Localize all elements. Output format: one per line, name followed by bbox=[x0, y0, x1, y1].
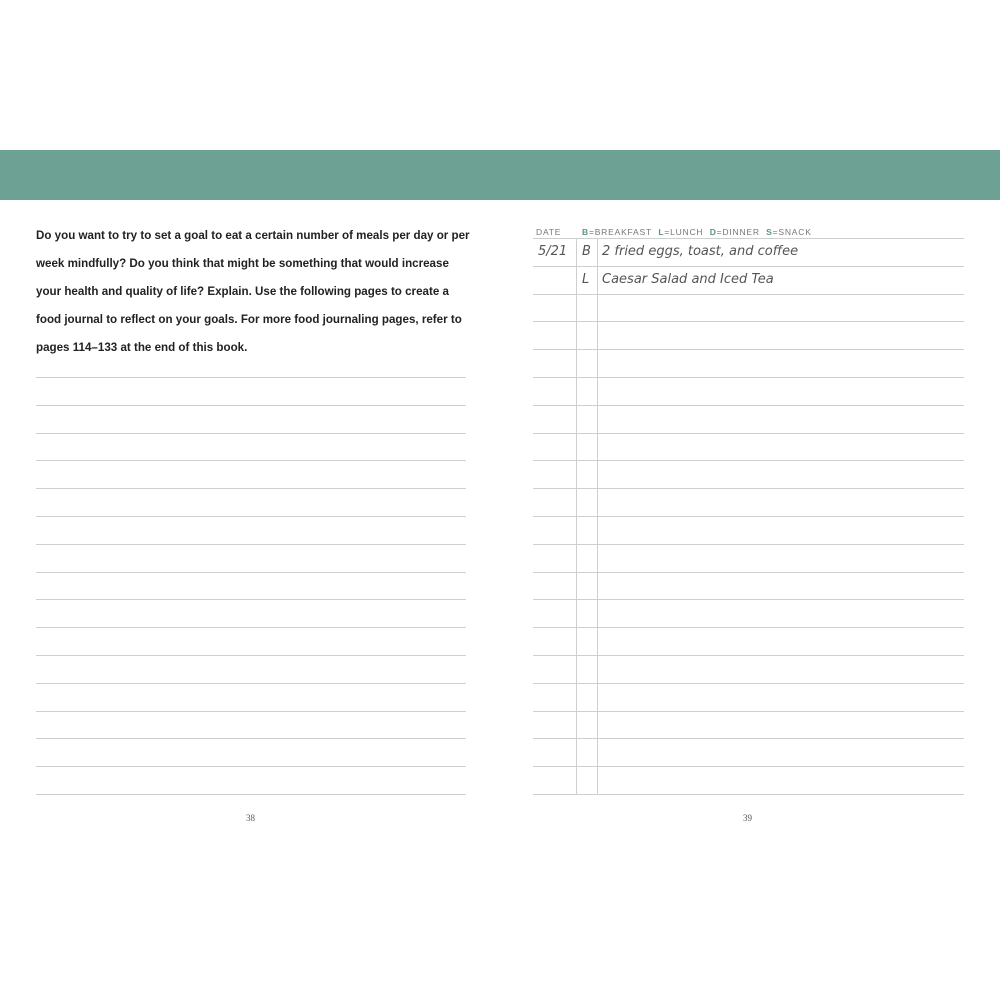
writing-line bbox=[36, 599, 466, 600]
date-column-header: DATE bbox=[536, 227, 562, 237]
legend-breakfast: B=BREAKFAST bbox=[582, 227, 652, 237]
writing-line bbox=[36, 433, 466, 434]
page-number-left: 38 bbox=[246, 813, 255, 823]
header-band bbox=[0, 150, 1000, 200]
entry-date: 5/21 bbox=[538, 244, 568, 259]
legend-dinner: D=DINNER bbox=[709, 227, 760, 237]
writing-line bbox=[36, 460, 466, 461]
entry-food: Caesar Salad and Iced Tea bbox=[602, 272, 774, 287]
writing-line bbox=[36, 766, 466, 767]
page-number-right: 39 bbox=[743, 813, 752, 823]
table-row-line bbox=[533, 794, 964, 795]
writing-line bbox=[36, 488, 466, 489]
meal-column-divider bbox=[597, 238, 598, 794]
legend-lunch: L=LUNCH bbox=[658, 227, 704, 237]
entry-food: 2 fried eggs, toast, and coffee bbox=[602, 244, 799, 259]
journal-prompt: Do you want to try to set a goal to eat a certain number of meals per day or per week mindfully? Do you think that might be something that would increase your health and quality of life? Explain. Use the following pages to create a food journal to reflect on your goals. For more food journaling pages, refer to pages 114–133 at the end of this book. bbox=[36, 229, 470, 354]
writing-line bbox=[36, 516, 466, 517]
entry-meal: L bbox=[582, 272, 590, 287]
entry-meal: B bbox=[582, 244, 591, 259]
writing-line bbox=[36, 711, 466, 712]
writing-line bbox=[36, 738, 466, 739]
date-column-divider bbox=[576, 238, 577, 794]
writing-line bbox=[36, 655, 466, 656]
writing-line bbox=[36, 683, 466, 684]
writing-line bbox=[36, 377, 466, 378]
writing-line bbox=[36, 544, 466, 545]
legend-snack: S=SNACK bbox=[766, 227, 812, 237]
writing-line bbox=[36, 794, 466, 795]
writing-line bbox=[36, 405, 466, 406]
writing-line bbox=[36, 572, 466, 573]
writing-line bbox=[36, 627, 466, 628]
meal-legend bbox=[582, 227, 812, 237]
